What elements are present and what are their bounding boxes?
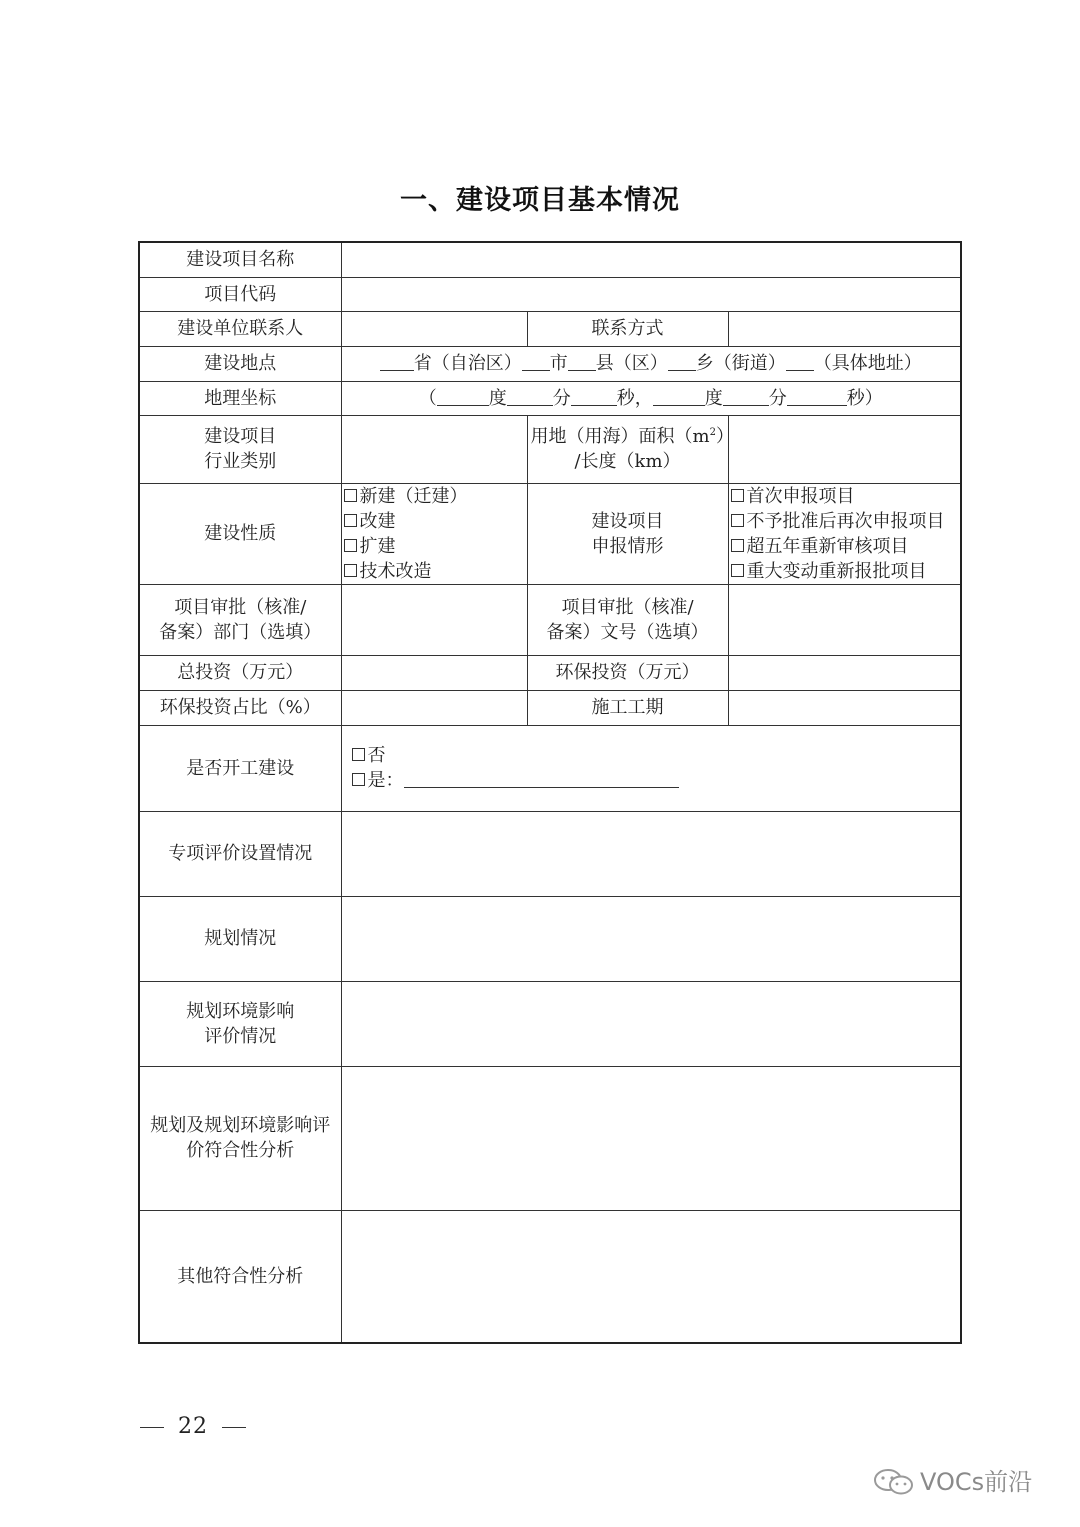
location-part: 市: [549, 353, 568, 374]
land-area-label: [527, 415, 734, 483]
checkbox-icon[interactable]: [352, 773, 365, 786]
planning-field[interactable]: [341, 896, 961, 981]
province-blank[interactable]: [380, 352, 414, 371]
checkbox-icon[interactable]: [731, 539, 744, 552]
checkbox-icon[interactable]: [352, 748, 365, 761]
started-no-option[interactable]: [352, 743, 959, 768]
approval-dept-label-line: 项目审批（核准/: [174, 596, 307, 618]
lat-min-blank[interactable]: [723, 387, 769, 406]
coord-unit: 秒）: [846, 387, 883, 409]
other-conformity-field[interactable]: [341, 1210, 961, 1343]
coord-unit: 度: [488, 387, 507, 409]
planning-eia-label: [139, 981, 341, 1066]
env-investment-label: 环保投资（万元）: [527, 655, 728, 690]
construction-period-field[interactable]: [728, 690, 961, 725]
industry-label: [139, 415, 341, 483]
industry-field[interactable]: [341, 415, 527, 483]
declare-label-line: 建设项目: [591, 510, 664, 532]
nature-option[interactable]: [344, 534, 525, 559]
page-title: 一、建设项目基本情况: [400, 185, 680, 216]
contact-method-label: 联系方式: [527, 311, 728, 346]
checkbox-icon[interactable]: [731, 514, 744, 527]
conformity-label-line: 规划及规划环境影响评: [150, 1115, 331, 1136]
approval-dept-field[interactable]: [341, 584, 527, 655]
land-area-field[interactable]: [728, 415, 961, 483]
approval-dept-label-line: 备案）部门（选填）: [159, 621, 322, 643]
checkbox-icon[interactable]: [344, 489, 357, 502]
started-detail-blank[interactable]: [404, 769, 679, 788]
conformity-label: [139, 1066, 341, 1210]
checkbox-icon[interactable]: [344, 539, 357, 552]
project-info-table: [138, 241, 962, 1344]
city-blank[interactable]: [522, 352, 550, 371]
contact-person-label: 建设单位联系人: [139, 311, 341, 346]
land-area-label-line: /长度（km）: [574, 451, 681, 472]
option-label: 重大变动重新报批项目: [746, 560, 927, 582]
declare-label: [527, 483, 728, 584]
lat-deg-blank[interactable]: [653, 387, 705, 406]
page-number-text: 22: [178, 1414, 208, 1439]
lng-deg-blank[interactable]: [437, 387, 489, 406]
coordinates-field[interactable]: [341, 381, 961, 415]
approval-no-label: [527, 584, 728, 655]
declare-option[interactable]: [731, 534, 959, 559]
nature-option[interactable]: [344, 484, 525, 509]
option-label: 不予批准后再次申报项目: [746, 510, 945, 532]
total-investment-field[interactable]: [341, 655, 527, 690]
planning-eia-label-line: 规划环境影响: [186, 1000, 295, 1022]
option-label: 否: [367, 745, 386, 766]
special-eval-label: 专项评价设置情况: [139, 811, 341, 896]
declare-option[interactable]: [731, 484, 959, 509]
started-yes-option[interactable]: [352, 768, 959, 793]
special-eval-field[interactable]: [341, 811, 961, 896]
project-name-field[interactable]: [341, 242, 961, 277]
watermark: [872, 1462, 1032, 1497]
option-label: 超五年重新审核项目: [746, 535, 909, 557]
started-label: 是否开工建设: [139, 725, 341, 811]
watermark-text: VOCs前沿: [920, 1468, 1033, 1496]
approval-no-label-line: 备案）文号（选填）: [546, 621, 709, 643]
option-label: 新建（迁建）: [359, 485, 468, 507]
started-options: [341, 725, 961, 811]
approval-dept-label: [139, 584, 341, 655]
wechat-icon: [872, 1468, 916, 1496]
industry-label-line: 建设项目: [204, 426, 277, 447]
land-area-label-line: [530, 424, 734, 449]
nature-option[interactable]: [344, 559, 525, 584]
conformity-field[interactable]: [341, 1066, 961, 1210]
town-blank[interactable]: [668, 352, 696, 371]
planning-eia-field[interactable]: [341, 981, 961, 1066]
lng-sec-blank[interactable]: [571, 387, 617, 406]
land-area-text-end: ）: [715, 426, 734, 447]
coordinates-open: （: [418, 387, 437, 409]
project-name-label: 建设项目名称: [139, 242, 341, 277]
other-conformity-label: 其他符合性分析: [139, 1210, 341, 1343]
coord-unit: 度: [704, 387, 723, 409]
contact-method-field[interactable]: [728, 311, 961, 346]
location-part: 乡（街道）: [695, 353, 786, 374]
option-label: 首次申报项目: [746, 485, 855, 507]
address-blank[interactable]: [786, 352, 814, 371]
nature-label: 建设性质: [139, 483, 341, 584]
dash-left: [140, 1427, 164, 1428]
contact-person-field[interactable]: [341, 311, 527, 346]
coord-unit: 分: [552, 387, 571, 409]
approval-no-label-line: 项目审批（核准/: [561, 596, 694, 618]
planning-eia-label-line: 评价情况: [204, 1025, 277, 1047]
declare-option[interactable]: [731, 509, 959, 534]
location-part: （具体地址）: [813, 353, 922, 374]
land-area-sup: 2: [709, 427, 716, 438]
total-investment-label: 总投资（万元）: [139, 655, 341, 690]
project-code-field[interactable]: [341, 277, 961, 311]
env-ratio-field[interactable]: [341, 690, 527, 725]
coord-unit: 分: [768, 387, 787, 409]
conformity-label-line: 价符合性分析: [186, 1140, 295, 1161]
construction-period-label: 施工工期: [527, 690, 728, 725]
declare-option[interactable]: [731, 559, 959, 584]
lat-sec-blank[interactable]: [787, 387, 847, 406]
option-label: 技术改造: [359, 560, 432, 582]
planning-label: 规划情况: [139, 896, 341, 981]
county-blank[interactable]: [568, 352, 596, 371]
location-part: 县（区）: [595, 353, 668, 374]
lng-min-blank[interactable]: [507, 387, 553, 406]
declare-options: [728, 483, 961, 584]
checkbox-icon[interactable]: [344, 564, 357, 577]
location-label: 建设地点: [139, 346, 341, 381]
land-area-text: 用地（用海）面积（m: [530, 426, 710, 447]
declare-label-line: 申报情形: [591, 535, 664, 557]
dash-right: [222, 1427, 246, 1428]
checkbox-icon[interactable]: [731, 564, 744, 577]
page-number: [138, 1414, 248, 1439]
env-ratio-label: 环保投资占比（%）: [139, 690, 341, 725]
coord-unit: 秒，: [616, 387, 653, 409]
env-investment-field[interactable]: [728, 655, 961, 690]
option-label: 改建: [359, 510, 396, 532]
location-field[interactable]: [341, 346, 961, 381]
option-label: 是：: [367, 770, 404, 791]
nature-option[interactable]: [344, 509, 525, 534]
location-part: 省（自治区）: [413, 353, 522, 374]
coordinates-label: 地理坐标: [139, 381, 341, 415]
checkbox-icon[interactable]: [731, 489, 744, 502]
project-code-label: 项目代码: [139, 277, 341, 311]
nature-options: [341, 483, 527, 584]
option-label: 扩建: [359, 535, 396, 557]
checkbox-icon[interactable]: [344, 514, 357, 527]
industry-label-line: 行业类别: [204, 451, 277, 472]
approval-no-field[interactable]: [728, 584, 961, 655]
